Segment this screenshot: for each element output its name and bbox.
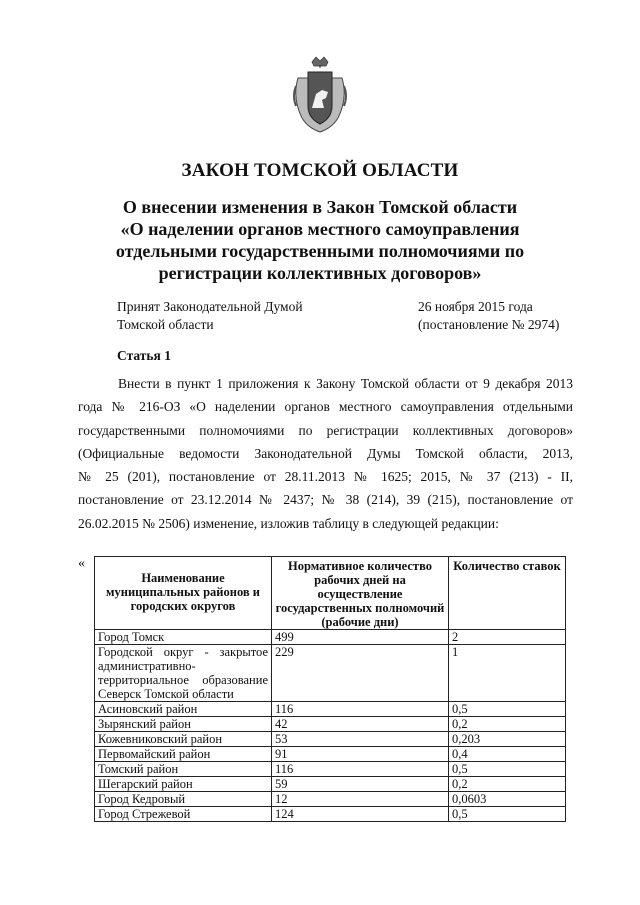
working-days-cell: 12 (272, 792, 449, 807)
article-heading: Статья 1 (117, 348, 171, 363)
adoption-resolution-line: (постановление № 2974) (418, 317, 560, 332)
article-body (78, 372, 573, 535)
adopted-by-line: Томской области (117, 317, 214, 332)
staff-units-cell: 2 (449, 630, 566, 645)
municipality-cell: Город Кедровый (95, 792, 272, 807)
working-days-cell: 116 (272, 702, 449, 717)
staff-units-cell: 0,2 (449, 717, 566, 732)
table-row (95, 630, 566, 645)
body-line: Внести в пункт 1 приложения к Закону Томской области от 9 декабря 2013 (118, 376, 573, 391)
staff-units-cell: 0,203 (449, 732, 566, 747)
table-row (95, 732, 566, 747)
adopted-by (117, 298, 303, 334)
body-line: постановление от 23.12.2014 № 2437; № 38 (214), 39 (215), постановление от (78, 492, 573, 508)
staff-units-cell: 0,5 (449, 762, 566, 777)
table-row (95, 792, 566, 807)
table-row (95, 702, 566, 717)
working-days-cell: 499 (272, 630, 449, 645)
body-line: № 25 (201), постановление от 28.11.2013 № 1625; 2015, № 37 (213) - II, (78, 469, 573, 485)
staff-units-cell: 0,0603 (449, 792, 566, 807)
subtitle-line: О внесении изменения в Закон Томской области (122, 197, 518, 217)
municipality-cell: Кожевниковский район (95, 732, 272, 747)
working-days-cell: 91 (272, 747, 449, 762)
working-days-cell: 53 (272, 732, 449, 747)
tomsk-oblast-coat-of-arms-icon (290, 56, 350, 136)
opening-quote: « (78, 556, 85, 571)
law-subtitle (80, 196, 560, 284)
header-staff-units: Количество ставок (449, 557, 566, 630)
subtitle-line: «О наделении органов местного самоуправления (120, 219, 520, 239)
body-line: (Официальные ведомости Законодательной Думы Томской области, 2013, (78, 445, 573, 461)
body-line: года № 216-ОЗ «О наделении органов местного самоуправления отдельными (78, 399, 573, 415)
municipality-cell: Городской округ - закрытое административно-территориальное образование Северск Томской области (95, 645, 272, 702)
municipality-cell: Шегарский район (95, 777, 272, 792)
table-row (95, 777, 566, 792)
law-title: ЗАКОН ТОМСКОЙ ОБЛАСТИ (181, 160, 459, 181)
working-days-cell: 124 (272, 807, 449, 822)
staff-units-cell: 0,2 (449, 777, 566, 792)
table-row (95, 807, 566, 822)
header-working-days: Нормативное количество рабочих дней на осуществление государственных полномочий (рабочие дни) (272, 557, 449, 630)
municipality-cell: Первомайский район (95, 747, 272, 762)
body-line: государственными полномочиями по регистрации коллективных договоров» (78, 422, 573, 438)
subtitle-line: регистрации коллективных договоров» (158, 263, 482, 283)
body-line: 26.02.2015 № 2506) изменение, изложив таблицу в следующей редакции: (78, 515, 499, 531)
staff-units-cell: 0,5 (449, 807, 566, 822)
municipality-cell: Город Томск (95, 630, 272, 645)
adoption-date-line: 26 ноября 2015 года (418, 299, 533, 314)
municipality-cell: Город Стрежевой (95, 807, 272, 822)
table-row (95, 645, 566, 702)
districts-table (94, 556, 566, 822)
adoption-date (418, 298, 559, 334)
working-days-cell: 229 (272, 645, 449, 702)
municipality-cell: Асиновский район (95, 702, 272, 717)
working-days-cell: 116 (272, 762, 449, 777)
municipality-cell: Томский район (95, 762, 272, 777)
subtitle-line: отдельными государственными полномочиями по (115, 241, 525, 261)
working-days-cell: 42 (272, 717, 449, 732)
table-row (95, 747, 566, 762)
table-row (95, 762, 566, 777)
municipality-cell: Зырянский район (95, 717, 272, 732)
header-municipality: Наименование муниципальных районов и городских округов (95, 557, 272, 630)
table-row (95, 717, 566, 732)
table-header-row (95, 557, 566, 630)
staff-units-cell: 0,5 (449, 702, 566, 717)
staff-units-cell: 0,4 (449, 747, 566, 762)
staff-units-cell: 1 (449, 645, 566, 702)
working-days-cell: 59 (272, 777, 449, 792)
adopted-by-line: Принят Законодательной Думой (117, 299, 303, 314)
